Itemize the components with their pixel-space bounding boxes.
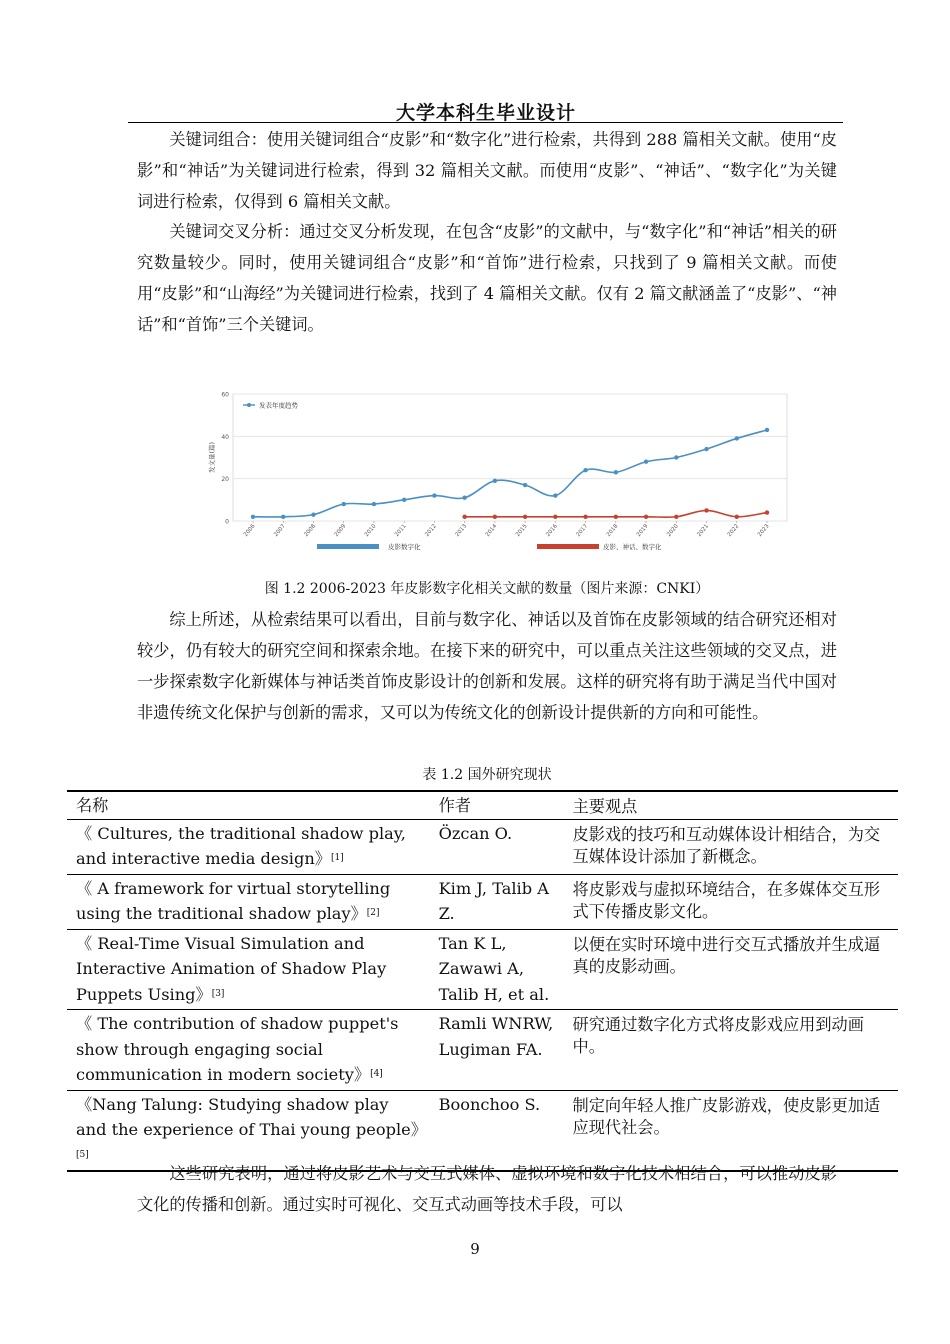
- paragraph-conclusion: 这些研究表明，通过将皮影艺术与交互式媒体、虚拟环境和数字化技术相结合，可以推动皮影文化的传播和创新。通过实时可视化、交互式动画等技术手段，可以: [137, 1164, 837, 1214]
- data-point: [493, 479, 497, 483]
- x-tick-label: 2020: [666, 523, 680, 539]
- work-title: 《 Cultures, the traditional shadow play, and interactive media design》: [76, 823, 406, 868]
- work-title: 《Nang Talung: Studying shadow play and the experience of Thai young people》: [76, 1094, 427, 1139]
- data-point: [281, 515, 285, 519]
- data-point: [644, 515, 648, 519]
- data-point: [614, 515, 618, 519]
- figure-caption: 图 1.2 2006-2023 年皮影数字化相关文献的数量（图片来源：CNKI）: [264, 581, 710, 597]
- data-point: [614, 470, 618, 474]
- data-point: [644, 460, 648, 464]
- cell-view: 以便在实时环境中进行交互式播放并生成逼真的皮影动画。: [564, 929, 898, 1010]
- figure-publication-trend: [205, 386, 800, 556]
- header-author: 作者: [430, 791, 564, 819]
- cell-view: 皮影戏的技巧和互动媒体设计相结合，为交互媒体设计添加了新概念。: [572, 824, 881, 866]
- x-tick-label: 2016: [545, 523, 559, 539]
- y-tick-label: 60: [221, 391, 229, 399]
- y-axis-label: 发文量(篇): [208, 441, 216, 474]
- paragraph-summary: 综上所述，从检索结果可以看出，目前与数字化、神话以及首饰在皮影领域的结合研究还相对较少，仍有较大的研究空间和探索余地。在接下来的研究中，可以重点关注这些领域的交叉点，进一步探索数字化新媒体与神话类首饰皮影设计的创新和发展。这样的研究将有助于满足当代中国对非遗传统文化保护与创新的需求，又可以为传统文化的创新设计提供新的方向和可能性。: [137, 610, 837, 722]
- data-point: [765, 428, 769, 432]
- page-header-title: 大学本科生毕业设计: [395, 102, 576, 124]
- x-tick-label: 2013: [454, 523, 469, 539]
- data-point: [462, 496, 466, 500]
- cell-author: Boonchoo S.: [430, 1090, 564, 1171]
- data-point: [311, 512, 315, 516]
- data-point: [583, 515, 587, 519]
- cell-view: 制定向年轻人推广皮影游戏，使皮影更加适应现代社会。: [564, 1090, 898, 1171]
- table-row: [67, 929, 898, 1010]
- reference-mark: [3]: [211, 988, 225, 999]
- x-tick-label: 2014: [484, 523, 499, 539]
- reference-mark: [5]: [76, 1149, 89, 1160]
- x-tick-label: 2006: [242, 523, 257, 539]
- work-title: 《 Real-Time Visual Simulation and Interactive Animation of Shadow Play Puppets Using》: [76, 933, 387, 1004]
- page-number: 9: [470, 1240, 480, 1258]
- cell-name: [67, 929, 430, 1010]
- x-tick-label: 2007: [273, 523, 287, 539]
- data-point: [553, 493, 557, 497]
- x-tick-label: 2010: [363, 523, 378, 539]
- x-tick-label: 2009: [333, 523, 348, 539]
- data-point: [523, 515, 527, 519]
- header-name: 名称: [67, 791, 430, 819]
- y-tick-label: 40: [221, 433, 229, 441]
- data-point: [523, 483, 527, 487]
- research-table: [67, 790, 898, 1172]
- table-row: [67, 819, 898, 874]
- inner-legend-label: 发表年度趋势: [259, 401, 298, 410]
- x-tick-label: 2023: [756, 523, 771, 539]
- work-title: 《 A framework for virtual storytelling using the traditional shadow play》: [76, 878, 391, 923]
- data-point: [553, 515, 557, 519]
- header-rule: [128, 122, 843, 123]
- inner-legend-marker: [247, 403, 251, 407]
- data-point: [251, 515, 255, 519]
- data-point: [735, 436, 739, 440]
- data-point: [372, 502, 376, 506]
- table-caption: 表 1.2 国外研究现状: [422, 767, 552, 783]
- data-point: [704, 508, 708, 512]
- table-row: [67, 874, 898, 929]
- table-header-row: [67, 791, 898, 819]
- cell-author: Tan K L, Zawawi A, Talib H, et al.: [430, 929, 564, 1010]
- x-tick-label: 2008: [303, 523, 318, 539]
- cell-author: Özcan O.: [438, 823, 513, 843]
- chart-background: [205, 386, 800, 556]
- cell-author: Kim J, Talib A Z.: [430, 874, 564, 929]
- legend-swatch: [317, 544, 379, 549]
- reference-mark: [1]: [330, 853, 344, 863]
- y-tick-label: 0: [225, 518, 229, 526]
- x-tick-label: 2017: [575, 523, 590, 539]
- data-point: [765, 510, 769, 514]
- x-tick-label: 2021: [696, 523, 711, 539]
- data-point: [674, 455, 678, 459]
- data-point: [432, 493, 436, 497]
- data-point: [674, 515, 678, 519]
- legend-label: 皮影数字化: [388, 543, 421, 551]
- x-tick-label: 2019: [635, 523, 650, 539]
- legend-label: 皮影、神话、数字化: [603, 543, 662, 551]
- paragraph-keyword-cross-analysis: 关键词交叉分析：通过交叉分析发现，在包含“皮影”的文献中，与“数字化”和“神话”相关的研究数量较少。同时，使用关键词组合“皮影”和“首饰”进行检索，只找到了 9 篇相关文献。而使用“皮影”和“山海经”为关键词进行检索，找到了 4 篇相关文献。仅有 2 篇文献涵盖了“皮影”、“神话”和“首饰”三个关键词。: [137, 222, 837, 334]
- data-point: [704, 447, 708, 451]
- data-point: [493, 515, 497, 519]
- reference-mark: [2]: [366, 908, 380, 918]
- cell-name: [67, 874, 430, 929]
- cell-name: [67, 819, 430, 874]
- table-row: [67, 1010, 898, 1091]
- data-point: [462, 515, 466, 519]
- work-title: 《 The contribution of shadow puppet's show through engaging social communication in modern society》: [76, 1014, 399, 1084]
- data-point: [735, 515, 739, 519]
- x-tick-label: 2015: [515, 523, 529, 539]
- y-tick-label: 20: [221, 476, 229, 484]
- cell-name: [67, 1010, 430, 1091]
- paragraph-keyword-combination: 关键词组合：使用关键词组合“皮影”和“数字化”进行检索，共得到 288 篇相关文献。使用“皮影”和“神话”为关键词进行检索，得到 32 篇相关文献。而使用“皮影”、“神话”、“数字化”为关键词进行检索，仅得到 6 篇相关文献。: [137, 130, 837, 211]
- data-point: [342, 502, 346, 506]
- x-tick-label: 2012: [424, 523, 438, 539]
- data-point: [583, 468, 587, 472]
- cell-author: Ramli WNRW, Lugiman FA.: [430, 1010, 564, 1091]
- header-view: 主要观点: [564, 791, 898, 819]
- data-point: [402, 498, 406, 502]
- reference-mark: [4]: [370, 1069, 383, 1079]
- cell-view: 将皮影戏与虚拟环境结合，在多媒体交互形式下传播皮影文化。: [564, 874, 898, 929]
- cell-view: 研究通过数字化方式将皮影戏应用到动画中。: [564, 1010, 898, 1091]
- x-tick-label: 2011: [394, 523, 408, 539]
- x-tick-label: 2022: [726, 523, 741, 539]
- x-tick-label: 2018: [605, 523, 620, 539]
- line-chart: [205, 386, 800, 556]
- legend-swatch: [537, 544, 599, 549]
